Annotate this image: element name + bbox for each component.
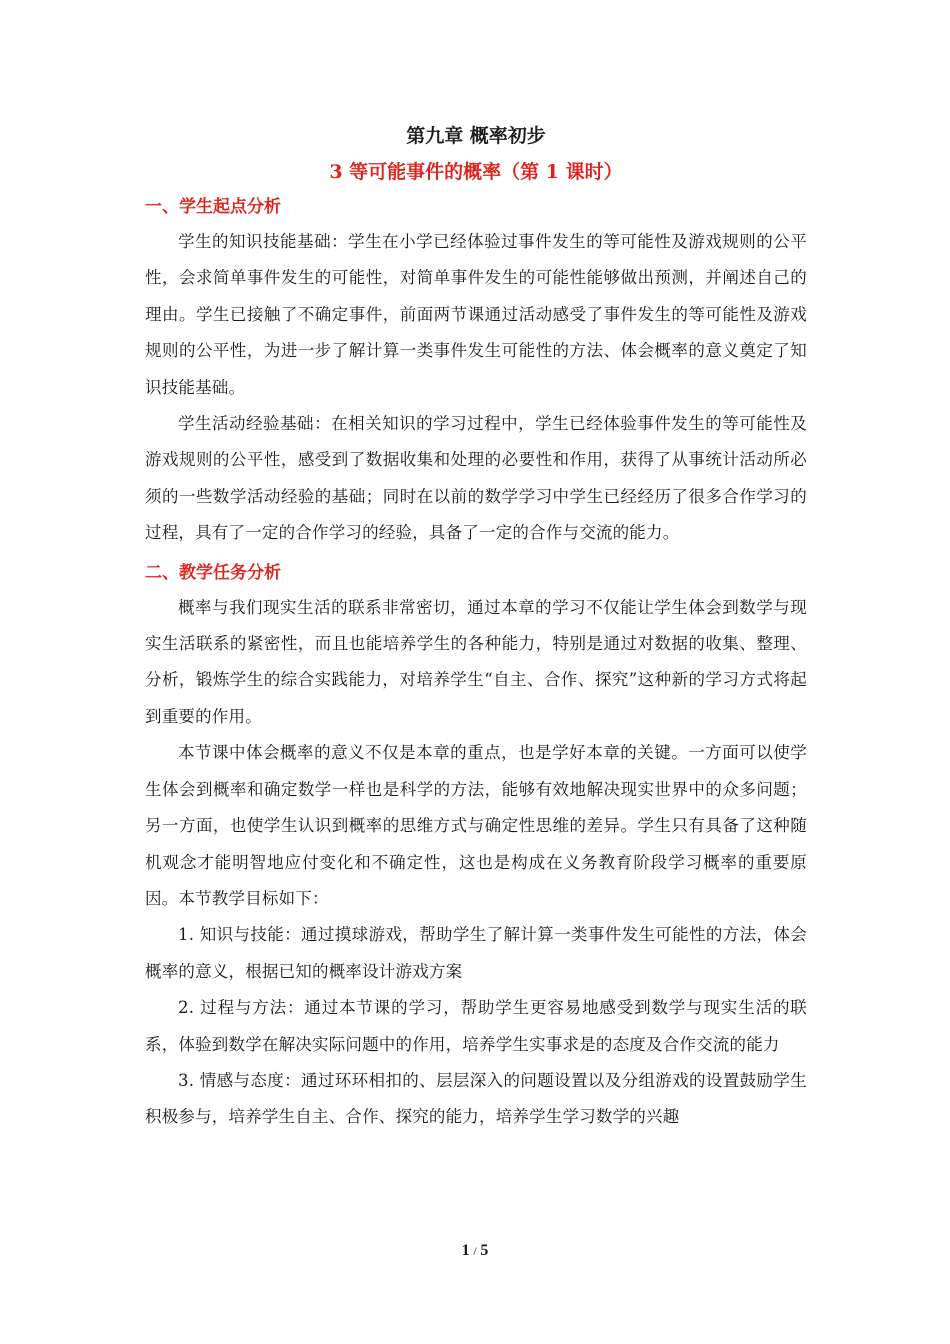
lesson-title: 3 等可能事件的概率（第 1 课时） [329, 161, 623, 183]
paragraph: 学生的知识技能基础：学生在小学已经体验过事件发生的等可能性及游戏规则的公平性，会求简单事件发生的可能性，对简单事件发生的可能性能够做出预测，并阐述自己的理由。学生已接触了不确定事件，前面两节课通过活动感受了事件发生的等可能性及游戏规则的公平性，为进一步了解计算一类事件发生可能性的方法、体会概率的意义奠定了知识技能基础。 [145, 232, 807, 397]
total-page-number: 5 [480, 1242, 489, 1259]
page-number [0, 1242, 950, 1260]
chapter-title: 第九章 概率初步 [406, 125, 546, 147]
section-heading-task-analysis: 二、教学任务分析 [145, 562, 281, 583]
page-separator: / [473, 1244, 477, 1258]
objective-item: 3. 情感与态度：通过环环相扣的、层层深入的问题设置以及分组游戏的设置鼓励学生积极参与，培养学生自主、合作、探究的能力，培养学生学习数学的兴趣 [145, 1070, 807, 1127]
objective-item: 1. 知识与技能：通过摸球游戏，帮助学生了解计算一类事件发生可能性的方法，体会概率的意义，根据已知的概率设计游戏方案 [145, 925, 807, 981]
paragraph: 本节课中体会概率的意义不仅是本章的重点，也是学好本章的关键。一方面可以使学生体会到概率和确定数学一样也是科学的方法，能够有效地解决现实世界中的众多问题；另一方面，也使学生认识到概率的思维方式与确定性思维的差异。学生只有具备了这种随机观念才能明智地应付变化和不确定性，这也是构成在义务教育阶段学习概率的重要原因。本节教学目标如下： [145, 743, 807, 908]
paragraph: 学生活动经验基础：在相关知识的学习过程中，学生已经体验事件发生的等可能性及游戏规则的公平性，感受到了数据收集和处理的必要性和作用，获得了从事统计活动所必须的一些数学活动经验的基础；同时在以前的数学学习中学生已经经历了很多合作学习的过程，具有了一定的合作学习的经验，具备了一定的合作与交流的能力。 [145, 414, 807, 543]
paragraph: 概率与我们现实生活的联系非常密切，通过本章的学习不仅能让学生体会到数学与现实生活联系的紧密性，而且也能培养学生的各种能力，特别是通过对数据的收集、整理、分析，锻炼学生的综合实践能力，对培养学生“自主、合作、探究”这种新的学习方式将起到重要的作用。 [145, 597, 807, 726]
objective-item: 2. 过程与方法：通过本节课的学习，帮助学生更容易地感受到数学与现实生活的联系，体验到数学在解决实际问题中的作用，培养学生实事求是的态度及合作交流的能力 [145, 998, 807, 1054]
document-page [145, 122, 807, 1136]
section-heading-student-analysis: 一、学生起点分析 [145, 197, 281, 217]
current-page-number: 1 [461, 1242, 470, 1259]
